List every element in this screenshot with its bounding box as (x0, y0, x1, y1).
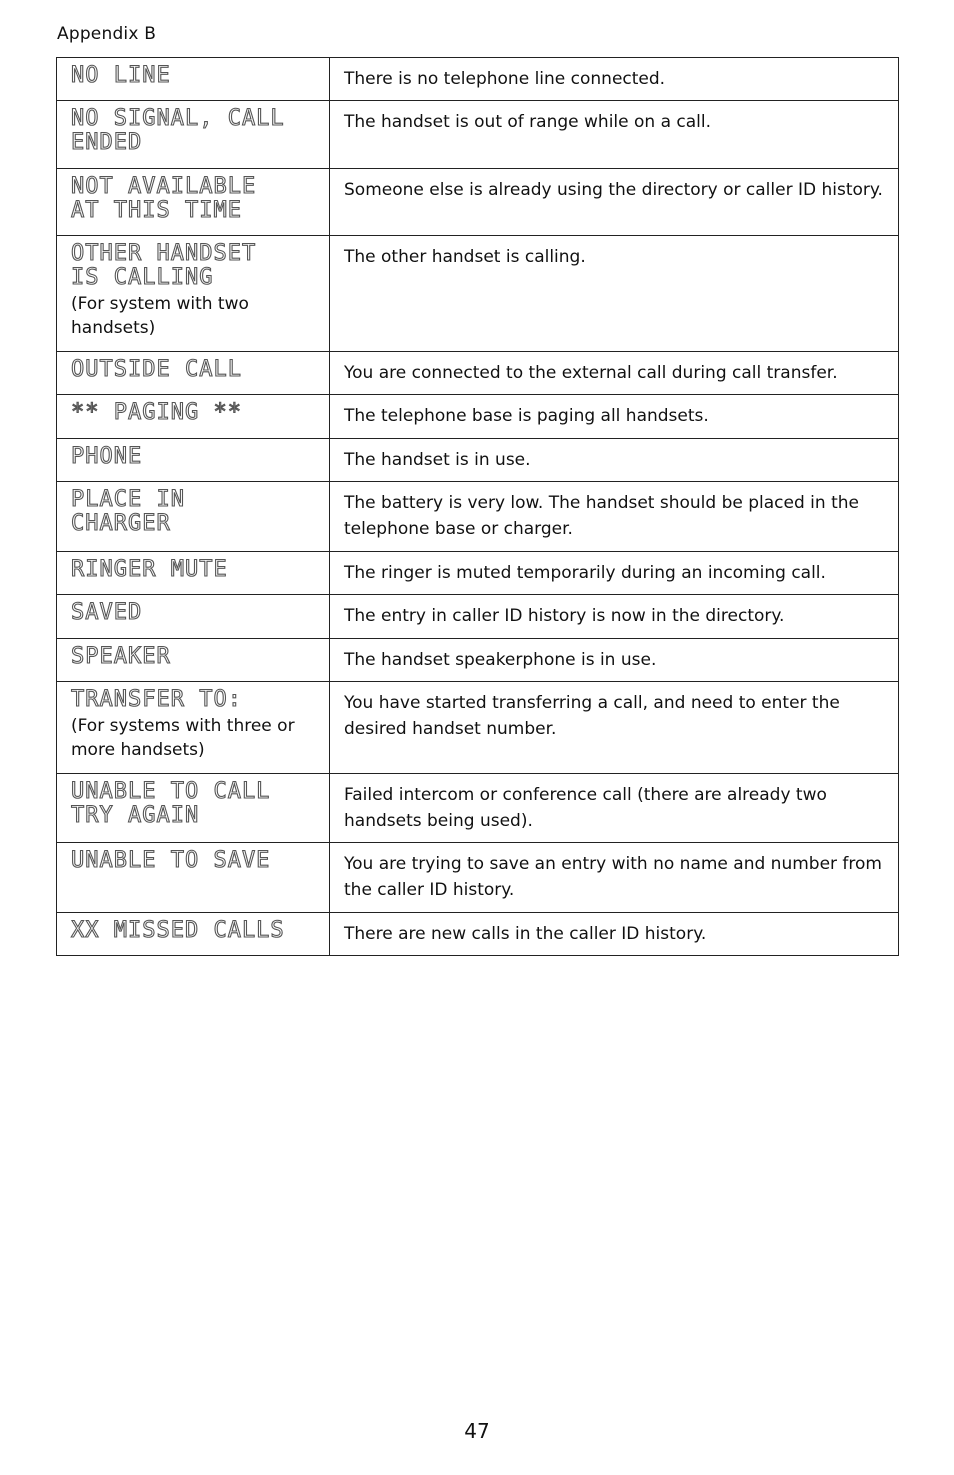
table-row (57, 843, 899, 913)
table-row (57, 774, 899, 843)
lcd-message: TRANSFER TO: (71, 687, 242, 712)
table-row (57, 58, 899, 101)
display-message-cell (57, 352, 330, 395)
lcd-message: NOT AVAILABLE AT THIS TIME (71, 174, 257, 223)
screen-messages-table (56, 57, 899, 956)
display-message-cell (57, 58, 330, 101)
description-cell: The telephone base is paging all handsets. (330, 395, 899, 439)
table-row (57, 482, 899, 552)
table-row (57, 352, 899, 395)
table-row (57, 395, 899, 439)
description-cell: The battery is very low. The handset should be placed in the telephone base or charger. (330, 482, 899, 552)
display-message-cell (57, 439, 330, 482)
description-cell: The other handset is calling. (330, 236, 899, 352)
message-note: (For systems with three or more handsets) (71, 716, 295, 760)
lcd-message: ** PAGING ** (71, 400, 242, 425)
table-row (57, 101, 899, 169)
display-message-cell (57, 682, 330, 774)
lcd-message: NO SIGNAL, CALL ENDED (71, 106, 285, 155)
display-message-cell (57, 395, 330, 439)
description-cell: There is no telephone line connected. (330, 58, 899, 101)
lcd-message: OTHER HANDSET IS CALLING (71, 241, 257, 290)
display-message-cell (57, 843, 330, 913)
lcd-message: UNABLE TO CALL TRY AGAIN (71, 779, 271, 828)
lcd-message: PHONE (71, 444, 143, 469)
display-message-cell (57, 552, 330, 595)
display-message-cell (57, 169, 330, 236)
display-message-cell (57, 774, 330, 843)
display-message-cell (57, 595, 330, 639)
description-cell: You are connected to the external call during call transfer. (330, 352, 899, 395)
table-row (57, 913, 899, 956)
section-header: Appendix B (57, 24, 157, 44)
lcd-message: UNABLE TO SAVE (71, 848, 271, 873)
description-cell: The ringer is muted temporarily during an incoming call. (330, 552, 899, 595)
table-row (57, 439, 899, 482)
lcd-message: PLACE IN CHARGER (71, 487, 185, 536)
display-message-cell (57, 639, 330, 682)
lcd-message: SPEAKER (71, 644, 171, 669)
description-cell: You are trying to save an entry with no name and number from the caller ID history. (330, 843, 899, 913)
display-message-cell (57, 913, 330, 956)
table-row (57, 169, 899, 236)
display-message-cell (57, 101, 330, 169)
display-message-cell (57, 236, 330, 352)
table-row (57, 682, 899, 774)
description-cell: The handset is out of range while on a call. (330, 101, 899, 169)
table-row (57, 236, 899, 352)
description-cell: The entry in caller ID history is now in the directory. (330, 595, 899, 639)
table-row (57, 595, 899, 639)
page-number: 47 (464, 1419, 490, 1443)
description-cell: Someone else is already using the directory or caller ID history. (330, 169, 899, 236)
description-cell: You have started transferring a call, and need to enter the desired handset number. (330, 682, 899, 774)
display-message-cell (57, 482, 330, 552)
table-row (57, 639, 899, 682)
description-cell: There are new calls in the caller ID history. (330, 913, 899, 956)
lcd-message: SAVED (71, 600, 143, 625)
lcd-message: RINGER MUTE (71, 557, 228, 582)
description-cell: Failed intercom or conference call (there are already two handsets being used). (330, 774, 899, 843)
lcd-message: XX MISSED CALLS (71, 918, 285, 943)
description-cell: The handset is in use. (330, 439, 899, 482)
lcd-message: OUTSIDE CALL (71, 357, 242, 382)
table-row (57, 552, 899, 595)
message-note: (For system with two handsets) (71, 294, 249, 338)
description-cell: The handset speakerphone is in use. (330, 639, 899, 682)
lcd-message: NO LINE (71, 63, 171, 88)
